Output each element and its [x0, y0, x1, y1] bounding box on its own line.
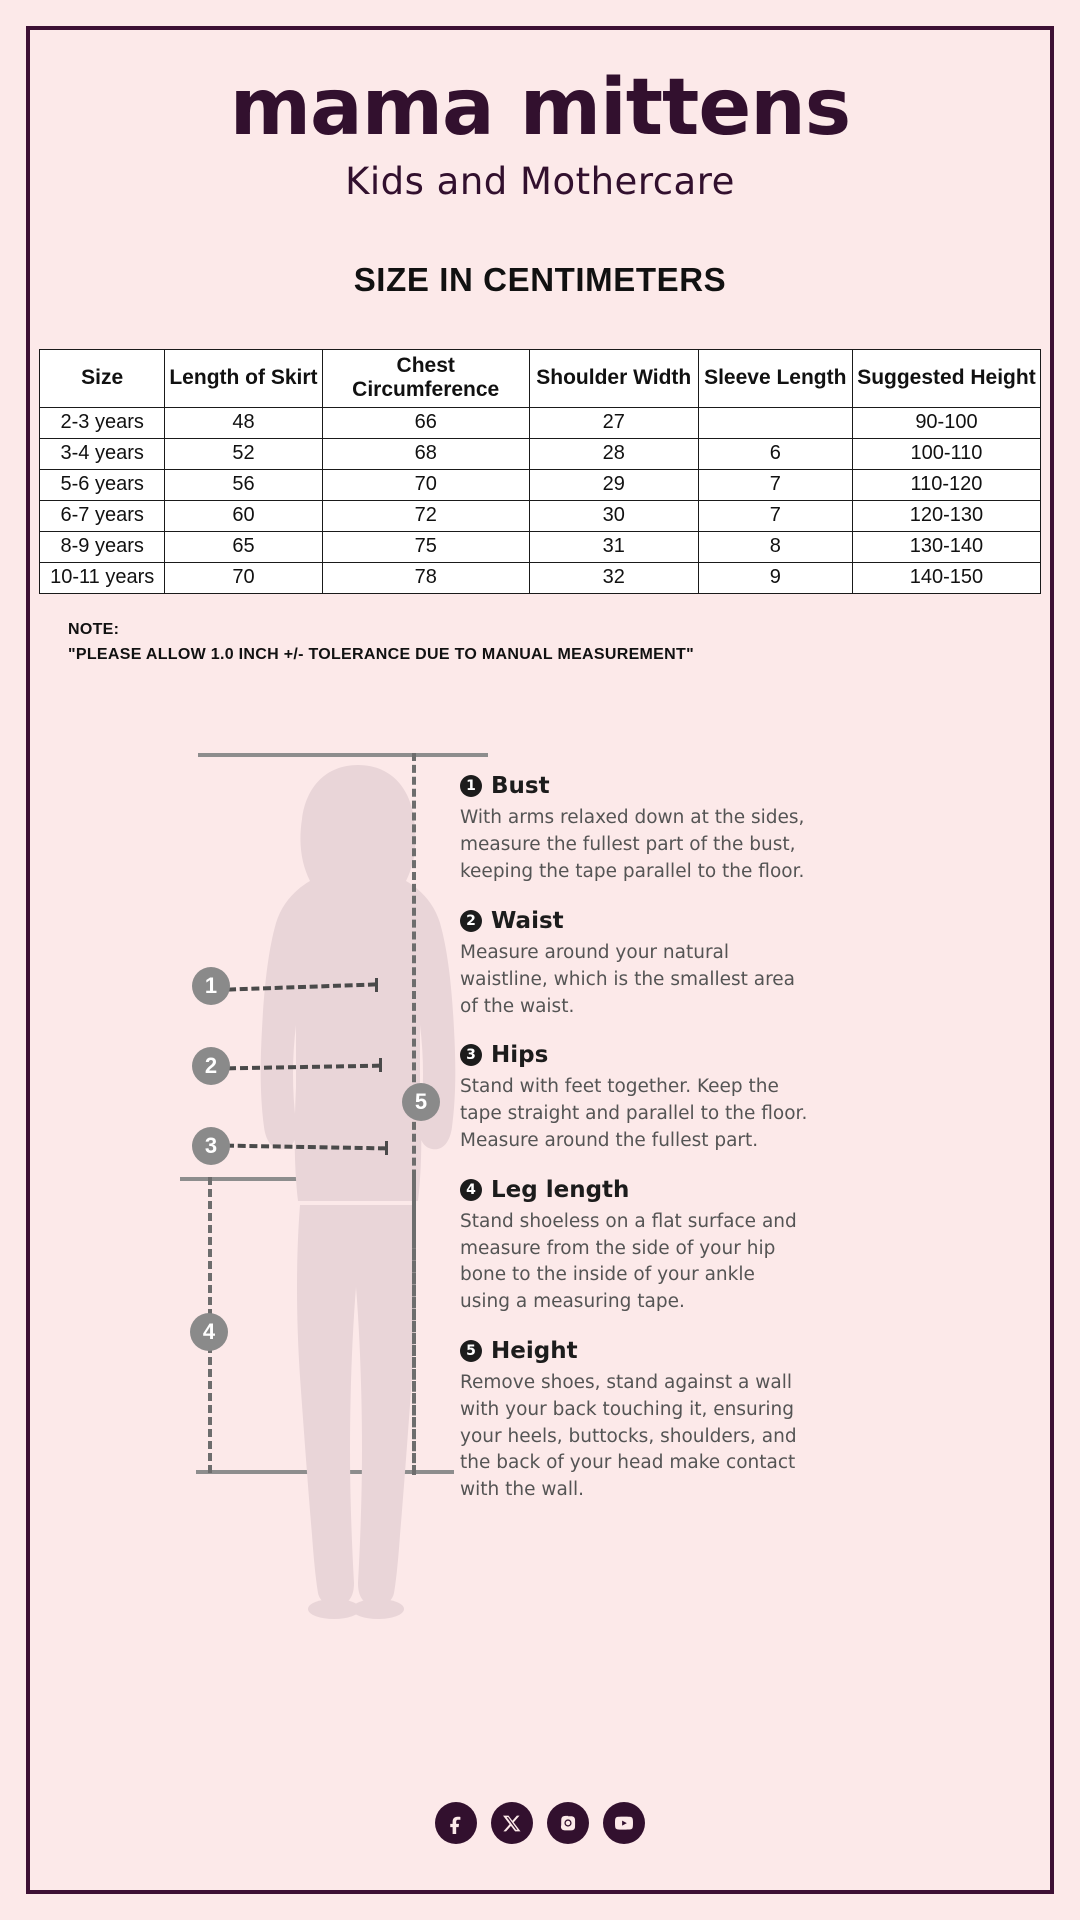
bust-tick	[375, 978, 378, 992]
cell-sleeve: 6	[698, 438, 852, 469]
instruction-hips	[460, 1042, 810, 1154]
badge-hips: 3	[192, 1127, 230, 1165]
cell-skirt: 56	[165, 469, 322, 500]
cell-sleeve: 8	[698, 531, 852, 562]
facebook-icon[interactable]	[435, 1802, 477, 1844]
badge-leg-length: 4	[190, 1313, 228, 1351]
cell-sleeve	[698, 407, 852, 438]
table-row	[40, 562, 1041, 593]
social-links	[30, 1802, 1050, 1844]
table-row	[40, 500, 1041, 531]
cell-chest: 68	[322, 438, 529, 469]
cell-chest: 78	[322, 562, 529, 593]
measurement-diagram	[30, 745, 1050, 1645]
column-header-length-of-skirt: Length of Skirt	[165, 349, 322, 407]
cell-height: 120-130	[852, 500, 1040, 531]
cell-shoulder: 31	[529, 531, 698, 562]
column-header-chest-circumference: Chest Circumference	[322, 349, 529, 407]
cell-skirt: 48	[165, 407, 322, 438]
brand-header	[30, 30, 1050, 203]
youtube-icon[interactable]	[603, 1802, 645, 1844]
cell-height: 100-110	[852, 438, 1040, 469]
note-block	[68, 618, 1050, 668]
waist-tick	[379, 1058, 382, 1072]
cell-size: 10-11 years	[40, 562, 165, 593]
instruction-title: Height	[491, 1338, 578, 1365]
page-title: SIZE IN CENTIMETERS	[353, 260, 727, 298]
cell-skirt: 70	[165, 562, 322, 593]
cell-shoulder: 32	[529, 562, 698, 593]
instruction-height	[460, 1338, 810, 1504]
badge-bust: 1	[192, 967, 230, 1005]
instruction-heading	[460, 1338, 810, 1364]
cell-size: 2-3 years	[40, 407, 165, 438]
table-row	[40, 469, 1041, 500]
note-label: NOTE:	[68, 620, 120, 638]
note-text: "PLEASE ALLOW 1.0 INCH +/- TOLERANCE DUE TO MANUAL MEASUREMENT"	[68, 645, 694, 663]
size-table	[39, 349, 1041, 594]
brand-tagline: Kids and Mothercare	[345, 159, 735, 203]
cell-size: 8-9 years	[40, 531, 165, 562]
hips-tick	[385, 1141, 388, 1155]
cell-sleeve: 9	[698, 562, 852, 593]
cell-sleeve: 7	[698, 500, 852, 531]
table-header-row	[40, 349, 1041, 407]
instruction-title: Bust	[491, 773, 550, 800]
cell-size: 3-4 years	[40, 438, 165, 469]
leg-dashed-line-right	[412, 1177, 416, 1473]
number-4-icon: 4	[460, 1179, 482, 1201]
cell-shoulder: 27	[529, 407, 698, 438]
cell-height: 110-120	[852, 469, 1040, 500]
cell-size: 5-6 years	[40, 469, 165, 500]
instagram-icon[interactable]	[547, 1802, 589, 1844]
table-row	[40, 407, 1041, 438]
number-1-icon: 1	[460, 775, 482, 797]
cell-height: 90-100	[852, 407, 1040, 438]
cell-skirt: 60	[165, 500, 322, 531]
table-row	[40, 438, 1041, 469]
cell-sleeve: 7	[698, 469, 852, 500]
cell-shoulder: 28	[529, 438, 698, 469]
instruction-heading	[460, 773, 810, 799]
instruction-bust	[460, 773, 810, 885]
page-border-frame	[26, 26, 1054, 1894]
cell-shoulder: 29	[529, 469, 698, 500]
number-3-icon: 3	[460, 1044, 482, 1066]
cell-skirt: 52	[165, 438, 322, 469]
cell-chest: 70	[322, 469, 529, 500]
number-2-icon: 2	[460, 910, 482, 932]
instruction-waist	[460, 908, 810, 1020]
instruction-heading	[460, 1042, 810, 1068]
instruction-title: Hips	[491, 1042, 549, 1069]
instruction-text: Remove shoes, stand against a wall with your back touching it, ensuring your heels, buttocks, shoulders, and the back of your head make contact with the wall.	[460, 1372, 797, 1501]
instruction-text: Stand shoeless on a flat surface and measure from the side of your hip bone to the inside of your ankle using a measuring tape.	[460, 1210, 797, 1313]
cell-size: 6-7 years	[40, 500, 165, 531]
instruction-title: Waist	[491, 907, 564, 934]
instruction-text: Stand with feet together. Keep the tape straight and parallel to the floor. Measure around the fullest part.	[460, 1076, 808, 1151]
brand-logo-wordmark: mama mittens	[229, 63, 851, 153]
badge-waist: 2	[192, 1047, 230, 1085]
instruction-text: With arms relaxed down at the sides, measure the fullest part of the bust, keeping the tape parallel to the floor.	[460, 807, 805, 883]
instruction-heading	[460, 1177, 810, 1203]
size-table-container	[39, 349, 1041, 594]
cell-height: 130-140	[852, 531, 1040, 562]
child-silhouette	[238, 757, 478, 1619]
instruction-title: Leg length	[491, 1176, 630, 1203]
cell-chest: 72	[322, 500, 529, 531]
column-header-sleeve-length: Sleeve Length	[698, 349, 852, 407]
table-row	[40, 531, 1041, 562]
x-twitter-icon[interactable]	[491, 1802, 533, 1844]
cell-shoulder: 30	[529, 500, 698, 531]
badge-height: 5	[402, 1083, 440, 1121]
cell-chest: 75	[322, 531, 529, 562]
column-header-suggested-height: Suggested Height	[852, 349, 1040, 407]
cell-height: 140-150	[852, 562, 1040, 593]
instruction-text: Measure around your natural waistline, which is the smallest area of the waist.	[460, 941, 796, 1017]
column-header-size: Size	[40, 349, 165, 407]
instruction-leg-length	[460, 1177, 810, 1316]
cell-skirt: 65	[165, 531, 322, 562]
instructions-list	[460, 773, 810, 1526]
column-header-shoulder-width: Shoulder Width	[529, 349, 698, 407]
number-5-icon: 5	[460, 1340, 482, 1362]
cell-chest: 66	[322, 407, 529, 438]
instruction-heading	[460, 908, 810, 934]
